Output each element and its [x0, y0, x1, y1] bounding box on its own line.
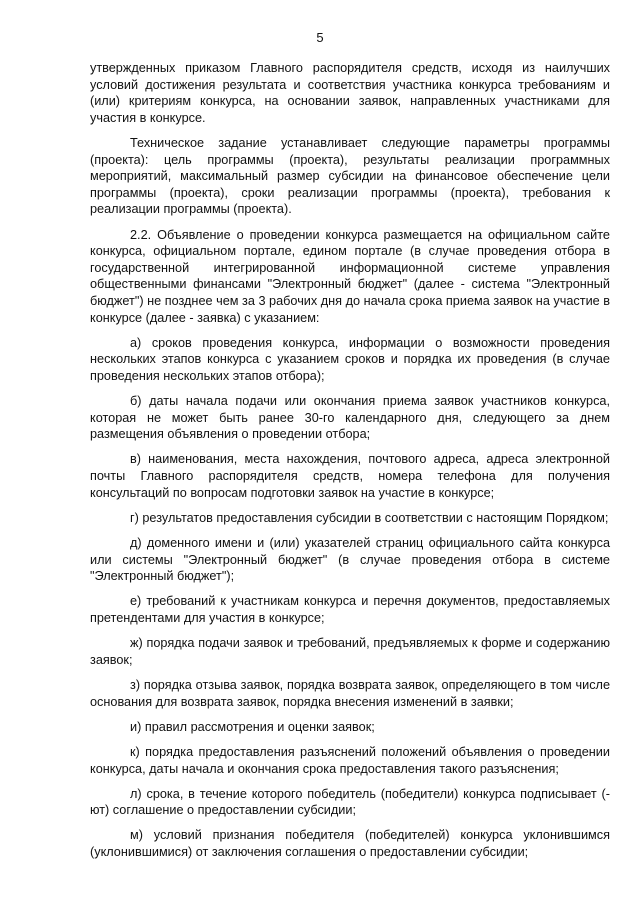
paragraph-continuation: утвержденных приказом Главного распорядителя средств, исходя из наилучших условий достижения результата и соответствия участника конкурса требованиям и (или) критериям конкурса, на основании заявок, направленных участниками для участия в конкурсе. [90, 61, 610, 125]
list-item-m: м) условий признания победителя (победителей) конкурса уклонившимся (уклонившимися) от заключения соглашения о предоставлении субсидии; [90, 828, 610, 860]
list-item-e: е) требований к участникам конкурса и перечня документов, предоставляемых претендентами для участия в конкурсе; [90, 594, 610, 625]
list-item-i: и) правил рассмотрения и оценки заявок; [130, 719, 375, 734]
list-item-d: д) доменного имени и (или) указателей страниц официального сайта конкурса или системы "Электронный бюджет" (в случае проведения отбора в системе "Электронный бюджет"); [90, 536, 610, 584]
list-item-z: з) порядка отзыва заявок, порядка возврата заявок, определяющего в том числе основания для возврата заявок, порядка внесения изменений в заявки; [90, 677, 610, 709]
list-item-v: в) наименования, места нахождения, почтового адреса, адреса электронной почты Главного распорядителя средств, номера телефона для получения консультаций по вопросам подготовки заявок на участие в конкурсе; [90, 452, 610, 500]
paragraph-technical-task: Техническое задание устанавливает следующие параметры программы (проекта): цель программы (проекта), результаты реализации программных мероприятий, максимальный размер субсидии на финансовое обеспечение цели программы (проекта), сроки реализации программы (проекта), требования к реализации программы (проекта). [90, 135, 610, 217]
page-number: 5 [316, 30, 324, 45]
list-item-g: г) результатов предоставления субсидии в соответствии с настоящим Порядком; [130, 510, 609, 525]
list-item-k: к) порядка предоставления разъяснений положений объявления о проведении конкурса, даты начала и окончания срока предоставления такого разъяснения; [90, 744, 610, 776]
paragraph-clause-2-2: 2.2. Объявление о проведении конкурса размещается на официальном сайте конкурса, официальном портале, едином портале (в случае проведения отбора в государственной интегрированной информационной системе управления общественными финансами "Электронный бюджет" (далее - система "Электронный бюджет") не позднее чем за 3 рабочих дня до начала срока приема заявок на участие в конкурсе (далее - заявка) с указанием: [90, 227, 610, 325]
document-body [90, 60, 610, 869]
list-item-l: л) срока, в течение которого победитель (победители) конкурса подписывает (-ют) соглашение о предоставлении субсидии; [90, 786, 610, 818]
list-item-zh: ж) порядка подачи заявок и требований, предъявляемых к форме и содержанию заявок; [90, 636, 610, 667]
list-item-a: а) сроков проведения конкурса, информации о возможности проведения нескольких этапов конкурса с указанием сроков и порядка их проведения (в случае проведения нескольких этапов отбора); [90, 335, 610, 383]
list-item-b: б) даты начала подачи или окончания приема заявок участников конкурса, которая не может быть ранее 30-го календарного дня, следующего за днем размещения объявления о проведении отбора; [90, 394, 610, 442]
